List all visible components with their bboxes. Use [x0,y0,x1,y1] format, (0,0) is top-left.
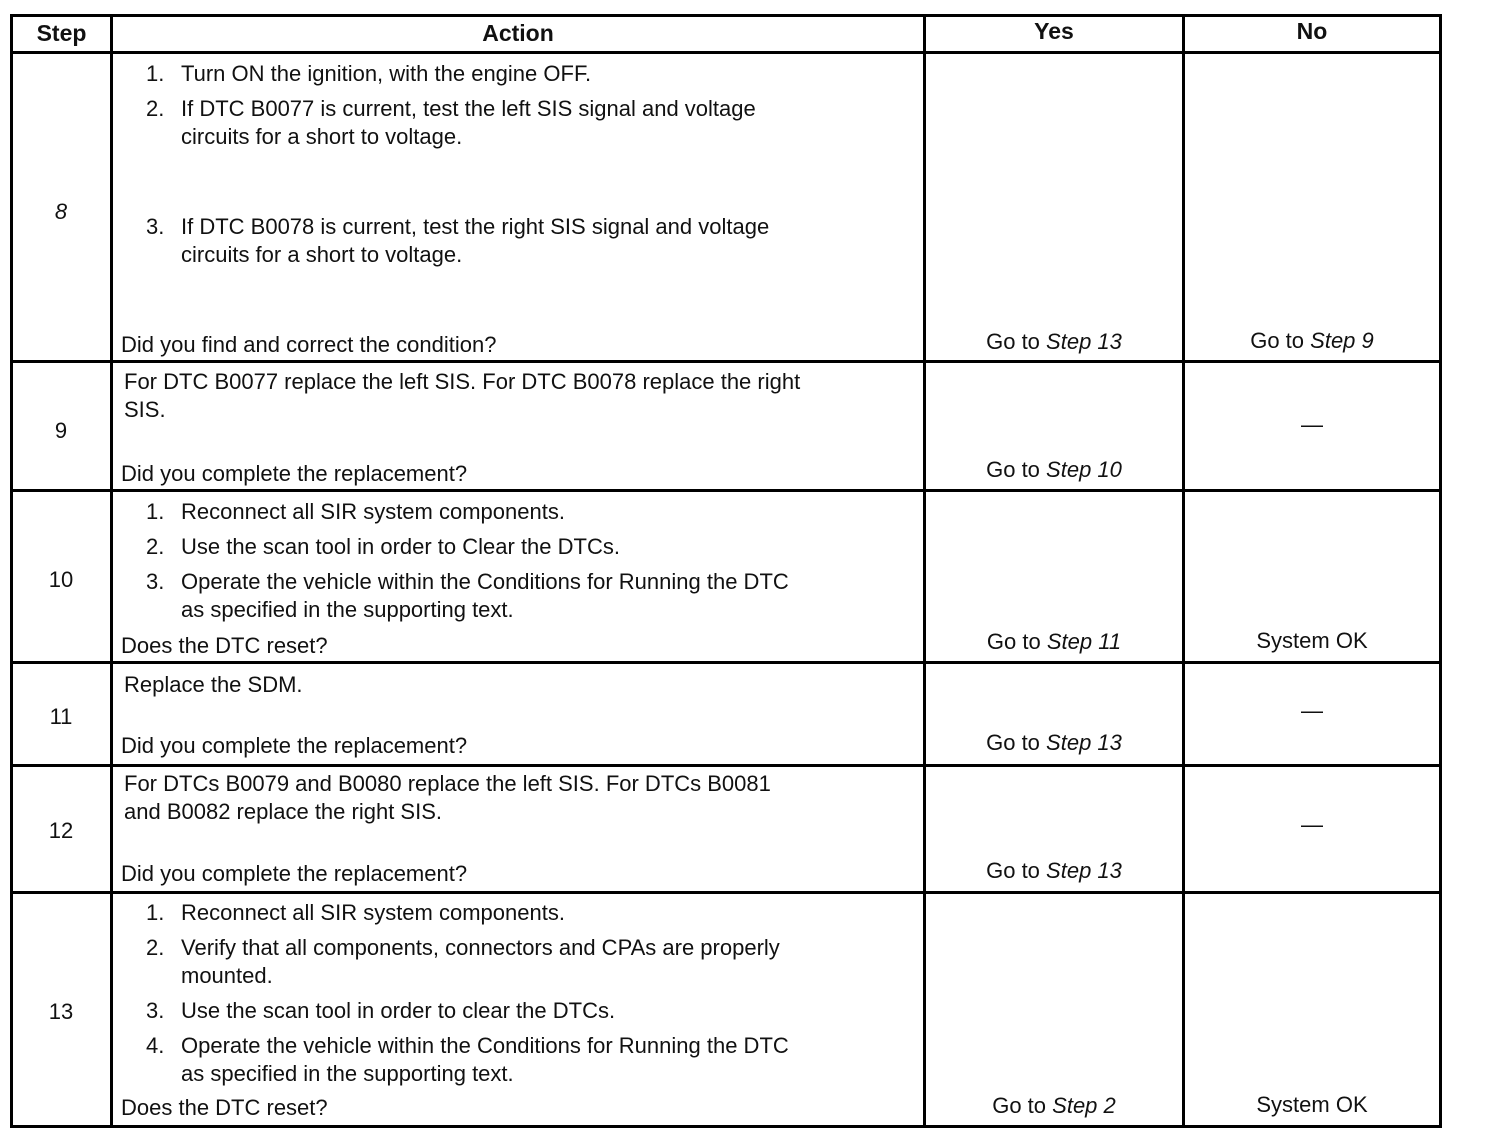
action-text: For DTCs B0079 and B0080 replace the left SIS. For DTCs B0081 [124,771,771,796]
yes-result: Go to Step 13 [986,730,1122,755]
yes-result: Go to Step 10 [986,457,1122,482]
rule-row-8 [10,360,1442,363]
action-text: For DTC B0077 replace the left SIS. For DTC B0078 replace the right [124,369,801,394]
list-item: 2. Use the scan tool in order to Clear the DTCs. [146,534,620,559]
rule-right [1439,14,1442,1128]
yes-result: Go to Step 13 [986,329,1122,354]
action-text: and B0082 replace the right SIS. [124,799,442,824]
list-item: 3. Operate the vehicle within the Conditions for Running the DTC [146,569,789,594]
list-item-continuation: circuits for a short to voltage. [181,124,463,149]
no-result: — [1301,412,1323,437]
diagnostic-table [10,14,1442,1128]
list-item: 3. Use the scan tool in order to clear the DTCs. [146,998,616,1023]
yes-result: Go to Step 11 [986,629,1122,654]
step-number: 10 [48,567,74,592]
question: Does the DTC reset? [121,1095,328,1120]
step-number: 12 [48,818,74,843]
question: Did you complete the replacement? [121,861,468,886]
question: Did you complete the replacement? [121,733,468,758]
list-item: 3. If DTC B0078 is current, test the right SIS signal and voltage [146,214,770,239]
header-yes: Yes [1034,18,1074,44]
question: Did you find and correct the condition? [121,332,497,357]
list-item: 1. Reconnect all SIR system components. [146,499,565,524]
header-action: Action [482,20,554,46]
rule-action-col [923,14,926,1128]
action-text: Replace the SDM. [124,672,303,697]
rule-bottom [10,1125,1442,1128]
list-item: 1. Reconnect all SIR system components. [146,900,565,925]
header-no: No [1296,18,1328,44]
question: Does the DTC reset? [121,633,328,658]
rule-header [10,51,1442,54]
step-number: 9 [54,418,68,443]
rule-row-12 [10,891,1442,894]
list-item-continuation: mounted. [181,963,273,988]
rule-top [10,14,1442,17]
step-number: 13 [48,999,74,1024]
list-item: 2. Verify that all components, connectors and CPAs are properly [146,935,780,960]
no-result: — [1301,698,1323,723]
question: Did you complete the replacement? [121,461,468,486]
list-item: 4. Operate the vehicle within the Conditions for Running the DTC [146,1033,789,1058]
rule-row-9 [10,489,1442,492]
rule-row-11 [10,764,1442,767]
yes-result: Go to Step 13 [986,858,1122,883]
step-number: 11 [49,704,73,729]
rule-yes-col [1182,14,1185,1128]
step-number: 8 [54,199,68,224]
action-text: SIS. [124,397,166,422]
no-result: System OK [1256,1092,1368,1117]
no-result: Go to Step 9 [1250,328,1374,353]
list-item: 2. If DTC B0077 is current, test the left SIS signal and voltage [146,96,756,121]
list-item-continuation: as specified in the supporting text. [181,1061,514,1086]
no-result: — [1301,812,1323,837]
header-step: Step [36,20,87,46]
no-result: System OK [1256,628,1368,653]
list-item-continuation: circuits for a short to voltage. [181,242,463,267]
list-item: 1. Turn ON the ignition, with the engine OFF. [146,61,592,86]
list-item-continuation: as specified in the supporting text. [181,597,514,622]
yes-result: Go to Step 2 [992,1093,1116,1118]
rule-row-10 [10,661,1442,664]
